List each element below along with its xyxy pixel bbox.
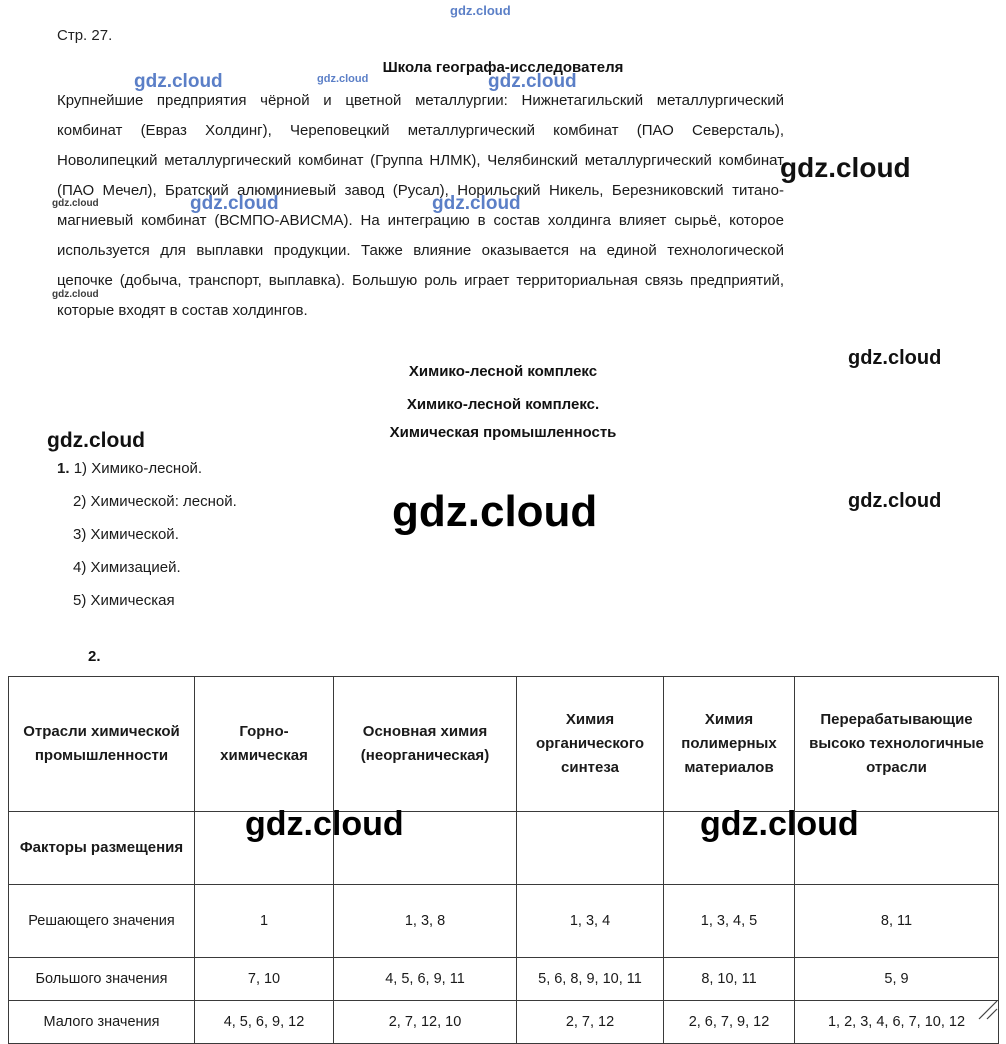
table-cell bbox=[664, 812, 795, 885]
table-cell bbox=[795, 812, 999, 885]
watermark: gdz.cloud bbox=[432, 193, 521, 214]
table-header-cell: Отрасли химической промышленности bbox=[9, 677, 195, 812]
table-row bbox=[9, 812, 999, 885]
row-label: Решающего значения bbox=[9, 885, 195, 958]
table-cell bbox=[517, 812, 664, 885]
table-cell: 1, 3, 4, 5 bbox=[664, 885, 795, 958]
table-row bbox=[9, 1001, 999, 1044]
table-cell: 2, 7, 12, 10 bbox=[334, 1001, 517, 1044]
table-cell bbox=[334, 812, 517, 885]
placement-factors-table bbox=[8, 676, 999, 1044]
page-number: Стр. 27. bbox=[57, 27, 113, 44]
watermark: gdz.cloud bbox=[848, 347, 942, 369]
watermark: gdz.cloud bbox=[780, 152, 911, 183]
watermark: gdz.cloud bbox=[190, 193, 279, 214]
table-header-cell: Горно-химическая bbox=[195, 677, 334, 812]
table-cell: 2, 7, 12 bbox=[517, 1001, 664, 1044]
table-cell: 4, 5, 6, 9, 12 bbox=[195, 1001, 334, 1044]
watermark: gdz.cloud bbox=[700, 805, 859, 843]
watermark: gdz.cloud bbox=[134, 71, 223, 92]
watermark: gdz.cloud bbox=[488, 71, 577, 92]
watermark: gdz.cloud bbox=[52, 289, 99, 300]
table-row bbox=[9, 885, 999, 958]
table-header-cell: Химия органического синтеза bbox=[517, 677, 664, 812]
table-header-cell: Химия полимерных материалов bbox=[664, 677, 795, 812]
task-1-answers bbox=[57, 452, 557, 617]
title-chem-industry: Химическая промышленность bbox=[389, 424, 617, 441]
factors-label: Факторы размещения bbox=[9, 812, 195, 885]
table-header-cell: Перерабатывающие высоко технологичные отрасли bbox=[795, 677, 999, 812]
watermark: gdz.cloud bbox=[450, 3, 511, 18]
table-cell: 2, 6, 7, 9, 12 bbox=[664, 1001, 795, 1044]
table-cell: 1, 3, 4 bbox=[517, 885, 664, 958]
table-cell: 4, 5, 6, 9, 11 bbox=[334, 958, 517, 1001]
watermark: gdz.cloud bbox=[245, 805, 404, 843]
task-2-number: 2. bbox=[88, 648, 101, 665]
task-1-answer-4: 4) Химизацией. bbox=[73, 559, 181, 576]
table-cell: 1, 2, 3, 4, 6, 7, 10, 12 bbox=[795, 1001, 999, 1044]
table-header-cell: Основная химия (неорганическая) bbox=[334, 677, 517, 812]
watermark: gdz.cloud bbox=[848, 490, 942, 512]
section-heading: Школа географа-исследователя bbox=[382, 59, 624, 76]
title-complex-sub: Химико-лесной комплекс. bbox=[406, 396, 600, 413]
table-cell: 1, 3, 8 bbox=[334, 885, 517, 958]
table-cell bbox=[195, 812, 334, 885]
watermark: gdz.cloud bbox=[317, 73, 369, 85]
main-paragraph: Крупнейшие предприятия чёрной и цветной металлургии: Нижнетагильский металлургический комбинат (Евраз Холдинг), Череповецкий металлургический комбинат (ПАО Северсталь), Новолипецкий металлургический комбинат (Группа НЛМК), Челябинский металлургический комбинат (ПАО Мечел), Братский алюминиевый завод (Русал), Норильский Никель, Березниковский титано-магниевый комбинат (ВСМПО-АВИСМА). На интеграцию в состав холдинга влияет сырьё, которое используется для выплавки продукции. Также влияние оказывается на единой технологической цепочке (добыча, транспорт, выплавка). Большую роль играет территориальная связь предприятий, которые входят в состав холдингов. bbox=[57, 92, 784, 319]
table-cell: 8, 11 bbox=[795, 885, 999, 958]
title-complex: Химико-лесной комплекс bbox=[408, 363, 598, 380]
task-1-answer-2: 2) Химической: лесной. bbox=[73, 493, 237, 510]
watermark: gdz.cloud bbox=[52, 198, 99, 209]
table-cell: 1 bbox=[195, 885, 334, 958]
watermark: gdz.cloud bbox=[392, 487, 598, 536]
task-1-answer-3: 3) Химической. bbox=[73, 526, 179, 543]
table-cell: 5, 9 bbox=[795, 958, 999, 1001]
watermark: gdz.cloud bbox=[47, 429, 145, 452]
task-1-answer-1: 1) Химико-лесной. bbox=[73, 460, 203, 477]
table-row bbox=[9, 958, 999, 1001]
table-cell: 8, 10, 11 bbox=[664, 958, 795, 1001]
table-cell: 7, 10 bbox=[195, 958, 334, 1001]
row-label: Малого значения bbox=[9, 1001, 195, 1044]
task-1-number: 1. bbox=[57, 460, 70, 477]
task-1-answer-5: 5) Химическая bbox=[73, 592, 175, 609]
table-header-row bbox=[9, 677, 999, 812]
table-cell: 5, 6, 8, 9, 10, 11 bbox=[517, 958, 664, 1001]
row-label: Большого значения bbox=[9, 958, 195, 1001]
